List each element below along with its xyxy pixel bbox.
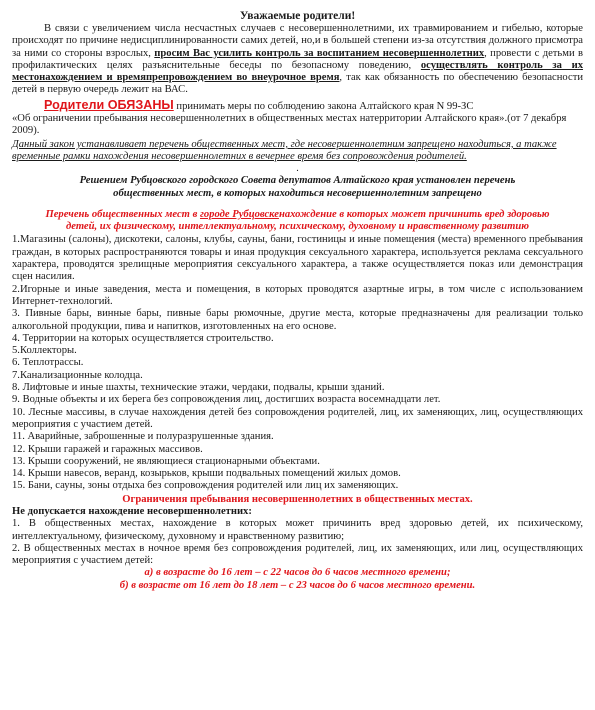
list-item: 8. Лифтовые и иные шахты, технические этажи, чердаки, подвалы, крыши зданий. (12, 382, 385, 394)
places-heading-text-1: Перечень общественных мест в (45, 208, 200, 220)
list-item: 1.Магазины (салоны), дискотеки, салоны, клубы, сауны, бани, гостиницы и иные помещения (места) временного пребывания граждан, в которых распространяются товары и иная продукция сексуального характера, используется реклама сексуального характера, проводятся зрелищные мероприятия сексуального характера, а также осуществляется показ или демонстрация сцен насилия. (12, 234, 583, 283)
not-allowed-heading: Не допускается нахождение несовершеннолетних: (12, 505, 252, 517)
law-note: Данный закон устанавливает перечень общественных мест, где несовершеннолетним запрещено находиться, а также временные рамки нахождения несовершеннолетних в вечернее время без сопровождения родителей. (12, 138, 557, 162)
obligation-text-2: «Об ограничении пребывания несовершеннолетних в общественных местах натерритории Алтайского края».(от 7 декабря 2009). (12, 113, 567, 137)
intro-text-3: , так как обязанность по обеспечению безопасности детей в первую очередь лежит на ВАС. (12, 72, 583, 96)
list-item: 3. Пивные бары, винные бары, пивные бары рюмочные, другие места, которые предназначены для реализации только алкогольной продукции, пива и напитков, изготовленных на его основе. (12, 308, 583, 332)
obligation-paragraph (12, 99, 583, 138)
restrictions-heading: Ограничения пребывания несовершеннолетних в общественных местах. (122, 493, 473, 505)
restriction-item: 2. В общественных местах в ночное время без сопровождения родителей, лиц, их заменяющих, или лиц, осуществляющих мероприятия с участием детей: (12, 542, 583, 567)
obligation-heading: Родители ОБЯЗАНЫ (44, 97, 174, 112)
list-item: 13. Крыши сооружений, не являющиеся стационарными объектами. (12, 455, 320, 467)
list-item: 6. Теплотрассы. (12, 357, 84, 369)
list-item: 14. Крыши навесов, веранд, козырьков, крыши подвальных помещений жилых домов. (12, 468, 401, 480)
list-item: 7.Канализационные колодца. (12, 369, 143, 381)
separator-dot: . (296, 163, 299, 175)
list-item: 5.Коллекторы. (12, 345, 77, 357)
list-item: 2.Игорные и иные заведения, места и помещения, в которых проводятся азартные игры, в том числе с использованием Интернет-технологий. (12, 283, 583, 307)
intro-text-2: , провести с детьми в профилактических целях разъяснительные беседы по безопасному поведению, (12, 47, 583, 71)
restrictions-list (12, 518, 583, 567)
council-decision: Решением Рубцовского городского Совета депутатов Алтайского края установлен перечень общественных мест, в которых находиться несовершеннолетним запрещено (79, 175, 516, 199)
list-item: 9. Водные объекты и их берега без сопровождения лиц, достигших возраста восемнадцати лет. (12, 394, 441, 406)
places-heading-text-2: нахождение в которых может причинить вред здоровью детей, их физическому, интеллектуальному, психическому, духовному и нравственному развитию (66, 208, 550, 233)
restriction-item: 1. В общественных местах, нахождение в которых может причинить вред здоровью детей, их психическому, интеллектуальному, физическому, духовному и нравственному развитию; (12, 518, 583, 542)
intro-paragraph (12, 23, 583, 97)
obligation-text-1: принимать меры по соблюдению закона Алтайского края N 99-ЗС (173, 100, 474, 112)
intro-emphasis-control: просим Вас усилить контроль за воспитанием несовершеннолетних (154, 47, 485, 59)
time-limit-under-16: а) в возрасте до 16 лет – с 22 часов до 6 часов местного времени; (144, 567, 451, 579)
forbidden-places-list (12, 234, 583, 492)
list-item: 10. Лесные массивы, в случае нахождения детей без сопровождения родителей, лиц, их заменяющих, лиц, осуществляющих мероприятия с участием детей. (12, 406, 583, 430)
list-item: 4. Территории на которых осуществляется строительство. (12, 332, 274, 344)
places-heading-city: городе Рубцовске (199, 208, 279, 220)
intro-text-1: В связи с увеличением числа несчастных случаев с несовершеннолетними, их травмированием и гибелью, которые происходят по причине недисциплинированности самих детей, но,и в большей степени из-за отсутствия должного присмотра за ними со стороны взрослых, (12, 23, 583, 59)
page-title: Уважаемые родители! (239, 10, 356, 22)
list-item: 12. Крыши гаражей и гаражных массивов. (12, 443, 203, 455)
list-item: 11. Аварийные, заброшенные и полуразрушенные здания. (12, 431, 274, 443)
time-limits (12, 567, 583, 592)
places-list-heading (12, 209, 583, 234)
list-item: 15. Бани, сауны, зоны отдыха без сопровождения родителей или лиц их заменяющих. (12, 480, 399, 492)
intro-emphasis-location: осуществлять контроль за их местонахождением и времяпрепровождением во внеурочное время (12, 59, 583, 84)
time-limit-16-18: б) в возрасте от 16 лет до 18 лет – с 23 часов до 6 часов местного времени. (119, 579, 476, 591)
